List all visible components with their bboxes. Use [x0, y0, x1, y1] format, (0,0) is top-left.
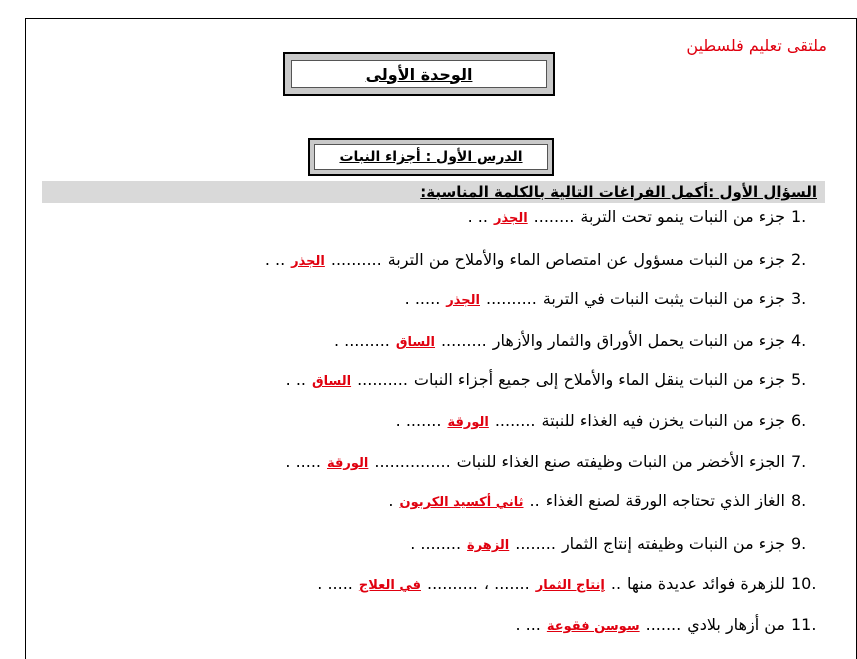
item-text: من أزهار بلادي — [687, 615, 785, 634]
list-item — [515, 615, 817, 634]
blank-dots: .. . — [264, 250, 286, 269]
item-number: 10. — [791, 574, 817, 593]
unit-title-box — [283, 52, 555, 96]
item-number: 4. — [791, 331, 807, 350]
blank-dots: ....... . — [395, 411, 442, 430]
blank-dots: ......... — [440, 331, 487, 350]
blank-dots: .. — [610, 574, 622, 593]
list-item — [388, 491, 817, 510]
item-text: الجزء الأخضر من النبات وظيفته صنع الغذاء للنبات — [456, 452, 785, 471]
blank-dots: ............... — [374, 452, 451, 471]
blank-dots: .. . — [467, 207, 488, 226]
item-number: 7. — [791, 452, 807, 471]
answer: الساق — [311, 374, 352, 389]
answer: الزهرة — [467, 538, 510, 553]
list-item — [405, 289, 817, 308]
lesson-title: الدرس الأول : أجزاء النبات — [314, 144, 548, 170]
answer: في العلاج — [358, 578, 421, 593]
blank-dots: ....... — [645, 615, 682, 634]
item-number: 11. — [791, 615, 817, 634]
answer: سوسن فقوعة — [546, 619, 640, 634]
item-number: 8. — [791, 491, 807, 510]
blank-dots: ..... . — [317, 574, 353, 593]
item-text: جزء من النبات يخزن فيه الغذاء للنبتة — [541, 411, 785, 430]
answer: ثاني أكسيد الكربون — [399, 495, 524, 510]
blank-dots: .......... — [427, 574, 478, 593]
unit-title: الوحدة الأولى — [291, 60, 547, 88]
item-number: 5. — [791, 370, 807, 389]
list-item — [317, 574, 817, 593]
blank-dots: ........ — [533, 207, 575, 226]
item-number: 2. — [791, 250, 807, 269]
answer: الورقة — [327, 456, 369, 471]
blank-dots: ........ — [494, 411, 536, 430]
question-heading: السؤال الأول :أكمل الفراغات التالية بالكلمة المناسبة: — [42, 181, 825, 203]
item-text: جزء من النبات يحمل الأوراق والثمار والأزهار — [492, 331, 785, 350]
answer: الساق — [395, 335, 435, 350]
blank-dots: ......... . — [333, 331, 390, 350]
blank-dots: .......... — [357, 370, 408, 389]
item-text: للزهرة فوائد عديدة منها — [627, 574, 785, 593]
blank-dots: . — [388, 491, 394, 510]
lesson-title-box — [308, 138, 554, 176]
blank-dots: .. — [529, 491, 540, 510]
answer: الجذر — [446, 293, 480, 308]
answer: إنتاج الثمار — [535, 578, 605, 593]
item-text: جزء من النبات وظيفته إنتاج الثمار — [561, 534, 785, 553]
item-text: جزء من النبات ينمو تحت التربة — [580, 207, 785, 226]
blank-dots: ..... . — [285, 452, 321, 471]
list-item — [410, 534, 817, 553]
site-title: ملتقى تعليم فلسطين — [686, 36, 827, 55]
blank-dots: ........ — [515, 534, 556, 553]
list-item — [334, 331, 817, 350]
list-item — [286, 370, 817, 389]
blank-dots: .. . — [285, 370, 306, 389]
list-item — [396, 411, 817, 430]
item-text: جزء من النبات مسؤول عن امتصاص الماء والأملاح من التربة — [387, 250, 785, 269]
item-number: 3. — [791, 289, 807, 308]
blank-dots: .......... — [485, 289, 537, 308]
blank-dots: .......... — [330, 250, 382, 269]
answer: الورقة — [447, 415, 489, 430]
blank-dots: ... . — [515, 615, 541, 634]
list-item — [468, 207, 817, 226]
list-item — [285, 452, 817, 471]
blank-dots: ....... ، — [483, 574, 530, 593]
answer: الجذر — [291, 254, 325, 269]
answer: الجذر — [493, 211, 528, 226]
item-number: 1. — [791, 207, 807, 226]
item-number: 9. — [791, 534, 807, 553]
list-item — [265, 250, 817, 269]
blank-dots: ........ . — [410, 534, 462, 553]
item-text: جزء من النبات ينقل الماء والأملاح إلى جميع أجزاء النبات — [413, 370, 785, 389]
item-text: الغاز الذي تحتاجه الورقة لصنع الغذاء — [545, 491, 785, 510]
item-number: 6. — [791, 411, 807, 430]
item-text: جزء من النبات يثبت النبات في التربة — [542, 289, 785, 308]
blank-dots: ..... . — [404, 289, 441, 308]
